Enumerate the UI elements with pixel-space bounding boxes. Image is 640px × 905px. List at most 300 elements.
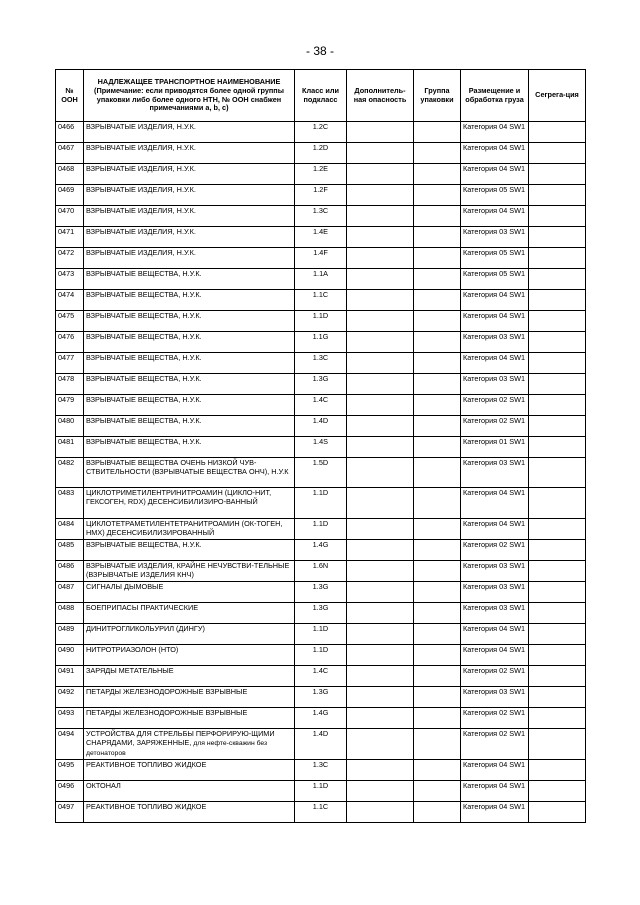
table-row	[56, 582, 586, 603]
segregation-cell	[529, 802, 586, 823]
un-number-cell	[56, 185, 84, 206]
un-number-cell	[56, 582, 84, 603]
table-row	[56, 122, 586, 143]
stowage-cell	[461, 353, 529, 374]
header-segregation: Сегрега-ция	[529, 70, 586, 122]
header-stowage-handling: Размещение и обработка груза	[461, 70, 529, 122]
stowage-cell	[461, 760, 529, 781]
stowage-cell	[461, 374, 529, 395]
stowage-cell	[461, 227, 529, 248]
stowage-cell	[461, 582, 529, 603]
segregation-cell	[529, 290, 586, 311]
shipping-name-cell	[84, 603, 295, 624]
class-cell	[295, 760, 347, 781]
segregation-cell	[529, 540, 586, 561]
shipping-name-cell-text: ВЗРЫВЧАТЫЕ ИЗДЕЛИЯ, Н.У.К.	[86, 122, 196, 131]
un-number-cell-text: 0470	[58, 206, 75, 215]
class-cell	[295, 540, 347, 561]
stowage-cell-text: Категория 02 SW1	[463, 395, 526, 404]
table-row	[56, 645, 586, 666]
shipping-name-cell-text: ВЗРЫВЧАТЫЕ ИЗДЕЛИЯ, Н.У.К.	[86, 227, 196, 236]
un-number-cell	[56, 353, 84, 374]
stowage-cell-text: Категория 04 SW1	[463, 353, 526, 362]
subsidiary-hazard-cell	[347, 248, 414, 269]
segregation-cell	[529, 248, 586, 269]
table-row	[56, 206, 586, 227]
subsidiary-hazard-cell	[347, 164, 414, 185]
class-cell	[295, 122, 347, 143]
un-number-cell-text: 0483	[58, 488, 75, 497]
header-subsidiary-hazard: Дополнитель-ная опасность	[347, 70, 414, 122]
class-cell-text: 1.6N	[312, 561, 329, 571]
subsidiary-hazard-cell	[347, 185, 414, 206]
segregation-cell	[529, 353, 586, 374]
subsidiary-hazard-cell	[347, 519, 414, 540]
stowage-cell-text: Категория 03 SW1	[463, 374, 526, 383]
table-row	[56, 519, 586, 540]
shipping-name-cell-text: РЕАКТИВНОЕ ТОПЛИВО ЖИДКОЕ	[86, 802, 207, 812]
segregation-cell	[529, 603, 586, 624]
segregation-cell	[529, 708, 586, 729]
class-cell-text: 1.4F	[313, 248, 328, 257]
segregation-cell	[529, 666, 586, 687]
un-number-cell-text: 0490	[58, 645, 75, 655]
subsidiary-hazard-cell	[347, 802, 414, 823]
table-body	[56, 122, 586, 823]
subsidiary-hazard-cell	[347, 122, 414, 143]
stowage-cell	[461, 269, 529, 290]
un-number-cell	[56, 603, 84, 624]
un-number-cell-text: 0469	[58, 185, 75, 194]
stowage-cell	[461, 624, 529, 645]
packing-group-cell	[414, 561, 461, 582]
class-cell	[295, 802, 347, 823]
subsidiary-hazard-cell	[347, 666, 414, 687]
class-cell	[295, 645, 347, 666]
class-cell	[295, 488, 347, 519]
subsidiary-hazard-cell	[347, 269, 414, 290]
subsidiary-hazard-cell	[347, 645, 414, 666]
class-cell-text: 1.3C	[312, 353, 329, 362]
shipping-name-cell	[84, 248, 295, 269]
un-number-cell-text: 0467	[58, 143, 75, 152]
shipping-name-cell	[84, 582, 295, 603]
class-cell	[295, 374, 347, 395]
table-row	[56, 164, 586, 185]
page-number: - 38 -	[305, 44, 334, 58]
class-cell-text: 1.1D	[312, 781, 329, 791]
un-number-cell-text: 0479	[58, 395, 75, 404]
un-number-cell-text: 0466	[58, 122, 75, 131]
shipping-name-cell	[84, 802, 295, 823]
shipping-name-cell-text: РЕАКТИВНОЕ ТОПЛИВО ЖИДКОЕ	[86, 760, 207, 770]
shipping-name-cell-text: ВЗРЫВЧАТЫЕ ВЕЩЕСТВА, Н.У.К.	[86, 290, 202, 299]
class-cell-text: 1.4E	[312, 227, 328, 236]
class-cell-text: 1.1D	[312, 311, 329, 320]
table-row	[56, 540, 586, 561]
shipping-name-cell	[84, 666, 295, 687]
un-number-cell	[56, 122, 84, 143]
packing-group-cell	[414, 582, 461, 603]
table-row	[56, 374, 586, 395]
stowage-cell-text: Категория 03 SW1	[463, 458, 526, 467]
un-number-cell	[56, 666, 84, 687]
segregation-cell	[529, 624, 586, 645]
shipping-name-cell	[84, 624, 295, 645]
subsidiary-hazard-cell	[347, 437, 414, 458]
un-number-cell	[56, 437, 84, 458]
stowage-cell-text: Категория 03 SW1	[463, 332, 526, 341]
stowage-cell-text: Категория 03 SW1	[463, 227, 526, 236]
subsidiary-hazard-cell	[347, 687, 414, 708]
subsidiary-hazard-cell	[347, 561, 414, 582]
un-number-cell-text: 0480	[58, 416, 75, 425]
shipping-name-cell-text: УСТРОЙСТВА ДЛЯ СТРЕЛЬБЫ ПЕРФОРИРУЮ-ЩИМИ СНАРЯДАМИ, ЗАРЯЖЕННЫЕ,	[86, 729, 275, 747]
un-number-cell-text: 0492	[58, 687, 75, 697]
shipping-name-cell	[84, 332, 295, 353]
packing-group-cell	[414, 206, 461, 227]
subsidiary-hazard-cell	[347, 395, 414, 416]
stowage-cell	[461, 603, 529, 624]
stowage-cell	[461, 802, 529, 823]
class-cell	[295, 729, 347, 760]
stowage-cell-text: Категория 04 SW1	[463, 519, 526, 528]
segregation-cell	[529, 227, 586, 248]
packing-group-cell	[414, 488, 461, 519]
segregation-cell	[529, 122, 586, 143]
packing-group-cell	[414, 185, 461, 206]
class-cell-text: 1.1A	[312, 269, 328, 278]
un-number-cell	[56, 760, 84, 781]
packing-group-cell	[414, 437, 461, 458]
class-cell	[295, 206, 347, 227]
shipping-name-cell	[84, 143, 295, 164]
stowage-cell	[461, 687, 529, 708]
stowage-cell-text: Категория 04 SW1	[463, 781, 526, 791]
header-un-number: № ООН	[56, 70, 84, 122]
segregation-cell	[529, 729, 586, 760]
table-row	[56, 248, 586, 269]
table-row	[56, 458, 586, 488]
un-number-cell	[56, 708, 84, 729]
un-number-cell-text: 0482	[58, 458, 75, 467]
shipping-name-cell-text: ВЗРЫВЧАТЫЕ ВЕЩЕСТВА, Н.У.К.	[86, 332, 202, 341]
shipping-name-cell	[84, 185, 295, 206]
un-number-cell	[56, 227, 84, 248]
class-cell	[295, 687, 347, 708]
un-number-cell-text: 0497	[58, 802, 75, 812]
stowage-cell	[461, 206, 529, 227]
class-cell-text: 1.3C	[312, 760, 329, 770]
un-number-cell-text: 0481	[58, 437, 75, 446]
header-proper-shipping-name	[84, 70, 295, 122]
class-cell-text: 1.3G	[312, 603, 329, 613]
subsidiary-hazard-cell	[347, 227, 414, 248]
table-row	[56, 332, 586, 353]
stowage-cell-text: Категория 04 SW1	[463, 488, 526, 497]
shipping-name-cell-text: ВЗРЫВЧАТЫЕ ВЕЩЕСТВА, Н.У.К.	[86, 374, 202, 383]
un-number-cell-text: 0471	[58, 227, 75, 236]
class-cell	[295, 519, 347, 540]
table-row	[56, 143, 586, 164]
shipping-name-cell	[84, 561, 295, 582]
un-number-cell	[56, 332, 84, 353]
subsidiary-hazard-cell	[347, 353, 414, 374]
shipping-name-cell	[84, 416, 295, 437]
un-number-cell-text: 0485	[58, 540, 75, 550]
subsidiary-hazard-cell	[347, 708, 414, 729]
class-cell-text: 1.4G	[312, 708, 329, 718]
table-row	[56, 416, 586, 437]
un-number-cell	[56, 645, 84, 666]
shipping-name-cell-text: ВЗРЫВЧАТЫЕ ВЕЩЕСТВА, Н.У.К.	[86, 395, 202, 404]
class-cell-text: 1.4C	[312, 395, 329, 404]
table-row	[56, 687, 586, 708]
stowage-cell	[461, 248, 529, 269]
un-number-cell-text: 0487	[58, 582, 75, 592]
packing-group-cell	[414, 269, 461, 290]
class-cell-text: 1.5D	[312, 458, 329, 467]
shipping-name-cell	[84, 519, 295, 540]
un-number-cell	[56, 687, 84, 708]
un-number-cell	[56, 729, 84, 760]
table-row	[56, 760, 586, 781]
shipping-name-cell	[84, 760, 295, 781]
shipping-name-cell-text: ВЗРЫВЧАТЫЕ ИЗДЕЛИЯ, Н.У.К.	[86, 143, 196, 152]
stowage-cell	[461, 781, 529, 802]
packing-group-cell	[414, 729, 461, 760]
stowage-cell-text: Категория 05 SW1	[463, 248, 526, 257]
class-cell-text: 1.1C	[312, 290, 329, 299]
stowage-cell-text: Категория 04 SW1	[463, 122, 526, 131]
table-row	[56, 290, 586, 311]
subsidiary-hazard-cell	[347, 290, 414, 311]
stowage-cell-text: Категория 02 SW1	[463, 416, 526, 425]
segregation-cell	[529, 488, 586, 519]
class-cell	[295, 624, 347, 645]
stowage-cell-text: Категория 02 SW1	[463, 708, 526, 718]
packing-group-cell	[414, 708, 461, 729]
stowage-cell-text: Категория 01 SW1	[463, 437, 526, 446]
stowage-cell-text: Категория 04 SW1	[463, 624, 526, 634]
shipping-name-cell-text: ЗАРЯДЫ МЕТАТЕЛЬНЫЕ	[86, 666, 174, 676]
packing-group-cell	[414, 290, 461, 311]
stowage-cell	[461, 416, 529, 437]
shipping-name-cell	[84, 488, 295, 519]
shipping-name-cell-text: ВЗРЫВЧАТЫЕ ВЕЩЕСТВА, Н.У.К.	[86, 269, 202, 278]
packing-group-cell	[414, 760, 461, 781]
table-row	[56, 708, 586, 729]
class-cell	[295, 458, 347, 488]
shipping-name-cell-text: ЦИКЛОТЕТРАМЕТИЛЕНТЕТРАНИТРОАМИН (ОК-ТОГЕН, HMX) ДЕСЕНСИБИЛИЗИРОВАННЫЙ	[86, 519, 283, 537]
segregation-cell	[529, 645, 586, 666]
un-number-cell	[56, 143, 84, 164]
stowage-cell	[461, 561, 529, 582]
stowage-cell-text: Категория 03 SW1	[463, 603, 526, 613]
class-cell	[295, 143, 347, 164]
shipping-name-cell	[84, 206, 295, 227]
subsidiary-hazard-cell	[347, 206, 414, 227]
dangerous-goods-table	[55, 69, 586, 823]
stowage-cell-text: Категория 02 SW1	[463, 729, 526, 739]
class-cell-text: 1.1D	[312, 488, 329, 497]
packing-group-cell	[414, 164, 461, 185]
un-number-cell-text: 0468	[58, 164, 75, 173]
segregation-cell	[529, 437, 586, 458]
class-cell-text: 1.3G	[312, 582, 329, 592]
un-number-cell-text: 0475	[58, 311, 75, 320]
un-number-cell	[56, 416, 84, 437]
shipping-name-cell-text: СИГНАЛЫ ДЫМОВЫЕ	[86, 582, 164, 592]
stowage-cell	[461, 143, 529, 164]
header-name-title: НАДЛЕЖАЩЕЕ ТРАНСПОРТНОЕ НАИМЕНОВАНИЕ	[97, 77, 281, 87]
un-number-cell-text: 0472	[58, 248, 75, 257]
packing-group-cell	[414, 781, 461, 802]
stowage-cell	[461, 519, 529, 540]
segregation-cell	[529, 582, 586, 603]
shipping-name-cell-text: ВЗРЫВЧАТЫЕ ВЕЩЕСТВА, Н.У.К.	[86, 416, 202, 425]
stowage-cell	[461, 458, 529, 488]
un-number-cell-text: 0473	[58, 269, 75, 278]
class-cell	[295, 332, 347, 353]
segregation-cell	[529, 395, 586, 416]
stowage-cell-text: Категория 05 SW1	[463, 185, 526, 194]
stowage-cell	[461, 332, 529, 353]
class-cell-text: 1.1D	[312, 624, 329, 634]
shipping-name-cell-text: ВЗРЫВЧАТЫЕ ВЕЩЕСТВА, Н.У.К.	[86, 311, 202, 320]
stowage-cell-text: Категория 03 SW1	[463, 687, 526, 697]
shipping-name-cell	[84, 353, 295, 374]
stowage-cell	[461, 290, 529, 311]
shipping-name-cell-text: ВЗРЫВЧАТЫЕ ВЕЩЕСТВА, Н.У.К.	[86, 437, 202, 446]
shipping-name-cell-text: БОЕПРИПАСЫ ПРАКТИЧЕСКИЕ	[86, 603, 199, 613]
stowage-cell-text: Категория 04 SW1	[463, 760, 526, 770]
table-row	[56, 561, 586, 582]
segregation-cell	[529, 332, 586, 353]
stowage-cell	[461, 437, 529, 458]
header-packing-group: Группа упаковки	[414, 70, 461, 122]
segregation-cell	[529, 185, 586, 206]
stowage-cell	[461, 122, 529, 143]
segregation-cell	[529, 374, 586, 395]
stowage-cell-text: Категория 02 SW1	[463, 540, 526, 550]
stowage-cell	[461, 666, 529, 687]
un-number-cell-text: 0488	[58, 603, 75, 613]
class-cell	[295, 269, 347, 290]
stowage-cell	[461, 488, 529, 519]
un-number-cell	[56, 519, 84, 540]
packing-group-cell	[414, 458, 461, 488]
packing-group-cell	[414, 687, 461, 708]
subsidiary-hazard-cell	[347, 540, 414, 561]
un-number-cell	[56, 164, 84, 185]
class-cell	[295, 311, 347, 332]
table-row	[56, 311, 586, 332]
un-number-cell-text: 0496	[58, 781, 75, 791]
packing-group-cell	[414, 540, 461, 561]
segregation-cell	[529, 311, 586, 332]
segregation-cell	[529, 164, 586, 185]
stowage-cell-text: Категория 04 SW1	[463, 311, 526, 320]
packing-group-cell	[414, 311, 461, 332]
class-cell	[295, 561, 347, 582]
shipping-name-cell-text: ВЗРЫВЧАТЫЕ ИЗДЕЛИЯ, Н.У.К.	[86, 164, 196, 173]
shipping-name-cell	[84, 395, 295, 416]
stowage-cell	[461, 708, 529, 729]
un-number-cell	[56, 269, 84, 290]
un-number-cell-text: 0477	[58, 353, 75, 362]
shipping-name-cell	[84, 164, 295, 185]
segregation-cell	[529, 206, 586, 227]
table-row	[56, 488, 586, 519]
class-cell-text: 1.4S	[312, 437, 328, 446]
segregation-cell	[529, 760, 586, 781]
class-cell	[295, 290, 347, 311]
segregation-cell	[529, 416, 586, 437]
class-cell	[295, 708, 347, 729]
subsidiary-hazard-cell	[347, 760, 414, 781]
shipping-name-cell-text: ПЕТАРДЫ ЖЕЛЕЗНОДОРОЖНЫЕ ВЗРЫВНЫЕ	[86, 687, 248, 697]
shipping-name-cell	[84, 645, 295, 666]
shipping-name-cell-text: ВЗРЫВЧАТЫЕ ИЗДЕЛИЯ, Н.У.К.	[86, 248, 196, 257]
stowage-cell-text: Категория 04 SW1	[463, 290, 526, 299]
stowage-cell-text: Категория 04 SW1	[463, 645, 526, 655]
segregation-cell	[529, 561, 586, 582]
segregation-cell	[529, 687, 586, 708]
table-row	[56, 624, 586, 645]
packing-group-cell	[414, 143, 461, 164]
packing-group-cell	[414, 416, 461, 437]
shipping-name-cell	[84, 122, 295, 143]
shipping-name-cell-text: ВЗРЫВЧАТЫЕ ИЗДЕЛИЯ, Н.У.К.	[86, 206, 196, 215]
shipping-name-cell	[84, 290, 295, 311]
class-cell-text: 1.4G	[312, 540, 329, 550]
packing-group-cell	[414, 353, 461, 374]
un-number-cell-text: 0494	[58, 729, 75, 739]
un-number-cell	[56, 206, 84, 227]
packing-group-cell	[414, 666, 461, 687]
class-cell-text: 1.3C	[312, 206, 329, 215]
stowage-cell-text: Категория 05 SW1	[463, 269, 526, 278]
header-name-note: (Примечание: если приводятся более одной группы упаковки либо более одного НТН, № ООН снабжен примечаниями a, b, c)	[94, 85, 284, 113]
shipping-name-cell	[84, 687, 295, 708]
segregation-cell	[529, 519, 586, 540]
class-cell	[295, 416, 347, 437]
packing-group-cell	[414, 374, 461, 395]
class-cell-text: 1.4D	[312, 416, 329, 425]
packing-group-cell	[414, 802, 461, 823]
class-cell	[295, 582, 347, 603]
shipping-name-cell	[84, 437, 295, 458]
table-row	[56, 729, 586, 760]
stowage-cell-text: Категория 04 SW1	[463, 143, 526, 152]
un-number-cell	[56, 540, 84, 561]
packing-group-cell	[414, 122, 461, 143]
shipping-name-cell-text: ОКТОНАЛ	[86, 781, 121, 791]
class-cell-text: 1.2E	[312, 164, 328, 173]
class-cell	[295, 395, 347, 416]
subsidiary-hazard-cell	[347, 582, 414, 603]
class-cell	[295, 666, 347, 687]
packing-group-cell	[414, 603, 461, 624]
un-number-cell	[56, 802, 84, 823]
stowage-cell	[461, 395, 529, 416]
subsidiary-hazard-cell	[347, 416, 414, 437]
class-cell-text: 1.3G	[312, 374, 329, 383]
class-cell-text: 1.4D	[312, 729, 329, 739]
stowage-cell-text: Категория 03 SW1	[463, 561, 526, 571]
un-number-cell-text: 0491	[58, 666, 75, 676]
